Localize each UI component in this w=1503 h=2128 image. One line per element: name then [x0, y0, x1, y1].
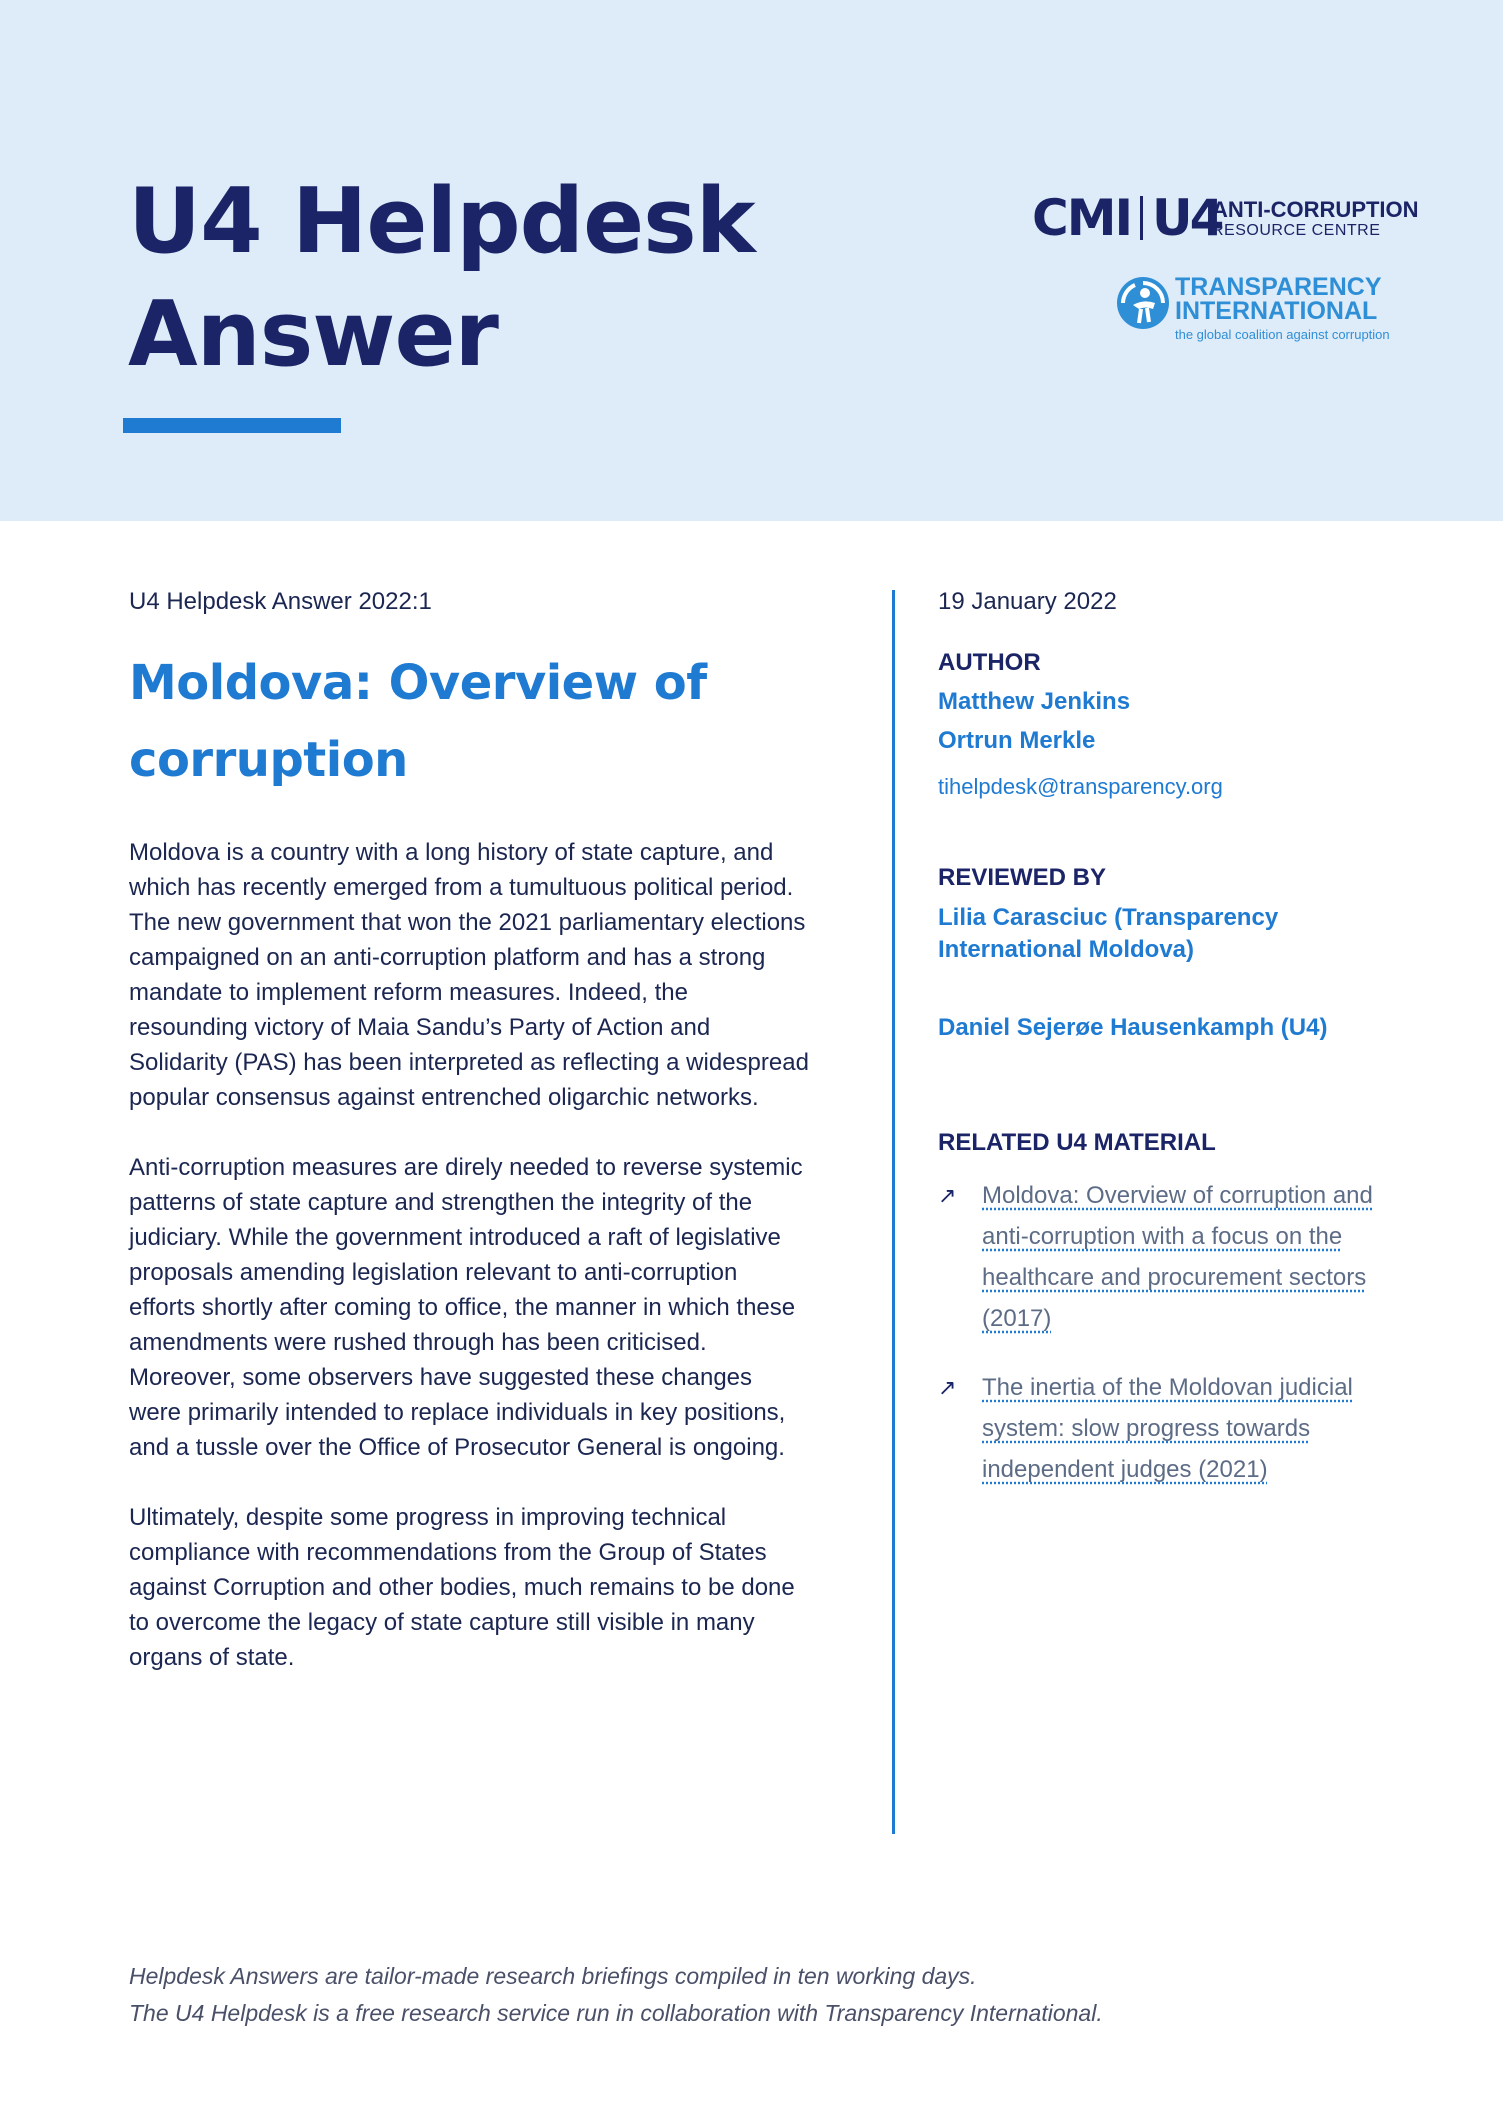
summary-paragraph: Anti-corruption measures are direly needed to reverse systemic patterns of state capture and strengthen the integrity of the judiciary. While the government introduced a raft of legislative proposals amending legislation relevant to anti-corruption efforts shortly after coming to office, the manner in which these amendments were rushed through has been criticised. Moreover, some observers have suggested these changes were primarily intended to replace individuals in key positions, and a tussle over the Office of Prosecutor General is ongoing. — [129, 1154, 803, 1461]
u4-logo-text: U4 — [1152, 189, 1222, 247]
document-title-line-2: corruption — [129, 732, 408, 788]
column-divider — [892, 590, 895, 1834]
reviewer-name: Daniel Sejerøe Hausenkamph (U4) — [938, 1014, 1328, 1041]
transparency-international-logo — [1115, 273, 1405, 347]
series-label: U4 Helpdesk Answer 2022:1 — [129, 588, 432, 615]
ti-logo-line-2: INTERNATIONAL — [1175, 297, 1378, 325]
cmi-u4-logo — [1032, 189, 1419, 247]
external-link-icon: ↗ — [938, 1183, 957, 1208]
footer-line-1: Helpdesk Answers are tailor-made research briefings compiled in ten working days. — [129, 1963, 977, 1989]
reviewed-by-heading: REVIEWED BY — [938, 864, 1107, 891]
author-heading: AUTHOR — [938, 649, 1041, 676]
footer-note — [129, 1958, 1103, 2032]
summary-paragraph: Ultimately, despite some progress in improving technical compliance with recommendations from the Group of States against Corruption and other bodies, much remains to be done to overcome the legacy of state capture still visible in many organs of state. — [129, 1504, 795, 1671]
title-underline — [123, 418, 341, 433]
u4-logo-line-1: ANTI-CORRUPTION — [1212, 197, 1419, 222]
summary-body — [129, 835, 809, 1710]
external-link-icon: ↗ — [938, 1375, 957, 1400]
related-material-heading: RELATED U4 MATERIAL — [938, 1129, 1216, 1156]
helpdesk-email-link[interactable]: tihelpdesk@transparency.org — [938, 774, 1223, 799]
u4-logo-line-2: RESOURCE CENTRE — [1212, 222, 1381, 239]
ti-logo-tagline: the global coalition against corruption — [1175, 327, 1390, 342]
publication-date: 19 January 2022 — [938, 588, 1117, 615]
page-title-line-2: Answer — [128, 282, 498, 387]
ti-emblem-icon — [1115, 275, 1171, 331]
page-title — [128, 165, 755, 391]
summary-paragraph: Moldova is a country with a long history of state capture, and which has recently emerged from a tumultuous political period. The new government that won the 2021 parliamentary elections campaigned on an anti-corruption platform and has a strong mandate to implement reform measures. Indeed, the resounding victory of Maia Sandu’s Party of Action and Solidarity (PAS) has been interpreted as reflecting a widespread popular consensus against entrenched oligarchic networks. — [129, 839, 809, 1111]
reviewer-name: Lilia Carasciuc (Transparency International Moldova) — [938, 904, 1279, 963]
author-name: Matthew Jenkins — [938, 688, 1131, 715]
related-link[interactable]: The inertia of the Moldovan judicial system: slow progress towards independent judges (2021) — [982, 1374, 1353, 1483]
document-title — [129, 645, 769, 799]
page-title-line-1: U4 Helpdesk — [128, 169, 755, 274]
logo-divider — [1140, 196, 1143, 240]
header-banner — [0, 0, 1503, 521]
footer-line-2: The U4 Helpdesk is a free research service run in collaboration with Transparency International. — [129, 2000, 1103, 2026]
ti-logo-line-1: TRANSPARENCY — [1175, 273, 1382, 301]
author-name: Ortrun Merkle — [938, 727, 1096, 754]
document-title-line-1: Moldova: Overview of — [129, 655, 707, 711]
cmi-logo-text: CMI — [1032, 189, 1132, 247]
related-link[interactable]: Moldova: Overview of corruption and anti-corruption with a focus on the healthcare and procurement sectors (2017) — [982, 1182, 1373, 1332]
